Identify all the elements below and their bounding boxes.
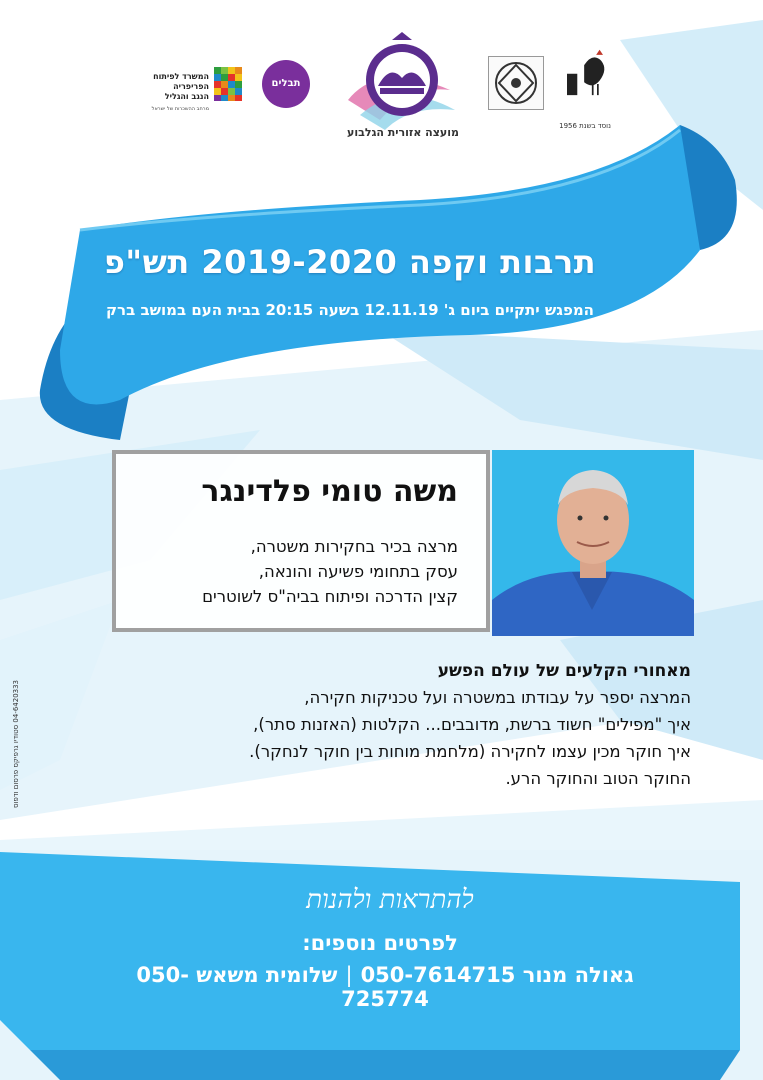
speaker-bio-line: קצין הדרכה ופיתוח בביה"ס לשוטרים <box>202 587 458 606</box>
talk-line: איך "מפילים" חשוד ברשת, מדובבים... הקלטות (האזנות סתר), <box>253 715 691 734</box>
speaker-bio-line: מרצה בכיר בחקירות משטרה, <box>250 537 458 556</box>
event-series-title: תרבות וקפה 2019-2020 תש"פ <box>103 243 597 281</box>
event-date-line: המפגש יתקיים ביום ג' 12.11.19 בשעה 20:15 בבית העם במושב ברק <box>106 301 594 319</box>
ministry-subtext: מרחב ההשכרות של ישראל <box>151 106 209 112</box>
council-caption: מועצה אזורית הגלבוע <box>347 126 459 139</box>
talk-line: איך חוקר מכין עצמו לחקירה (מלחמת מוחות בין חוקר לנחקר). <box>249 742 691 761</box>
tavlis-logo: תבלים <box>262 60 310 108</box>
ministry-name: המשרד לפיתוח הפריפריה הנגב והגליל <box>153 72 209 101</box>
ribbon-banner <box>0 118 763 448</box>
talk-description <box>51 658 691 792</box>
talk-line: החוקר הטוב והחוקר הרע. <box>505 769 691 788</box>
village-caption: נוסד בשנת 1956 <box>559 122 611 130</box>
contact-line <box>95 963 675 1011</box>
speaker-name: משה טומי פלדינגר <box>201 474 458 509</box>
contact-separator: | <box>345 963 353 987</box>
speaker-box <box>112 450 490 632</box>
contact-1: גאולה מנור 050-7614715 <box>360 963 634 987</box>
details-label: לפרטים נוספים: <box>302 931 458 955</box>
speaker-portrait-icon <box>492 450 694 636</box>
talk-title: מאחורי הקלעים של עולם הפשע <box>437 661 691 681</box>
contact-2: שלומית משאש 050-725774 <box>136 963 429 1011</box>
village-logo <box>554 48 616 130</box>
printer-credit-text: 04-6420333 סטודיו גרפיקס פרסום ודפוס <box>12 679 20 809</box>
speaker-photo <box>492 450 694 636</box>
printer-credit <box>6 660 26 840</box>
ministry-grid-icon <box>214 67 242 101</box>
tribe-emblem-icon <box>488 56 544 110</box>
talk-line: המרצה יספר על עבודתו במשטרה ועל טכניקות חקירה, <box>304 688 691 707</box>
speaker-bio <box>118 534 458 609</box>
speaker-bio-line: עסק בתחומי פשיעה והונאה, <box>258 562 458 581</box>
tagline: להתראות ולהנות <box>306 885 474 915</box>
rooster-icon <box>554 48 616 108</box>
